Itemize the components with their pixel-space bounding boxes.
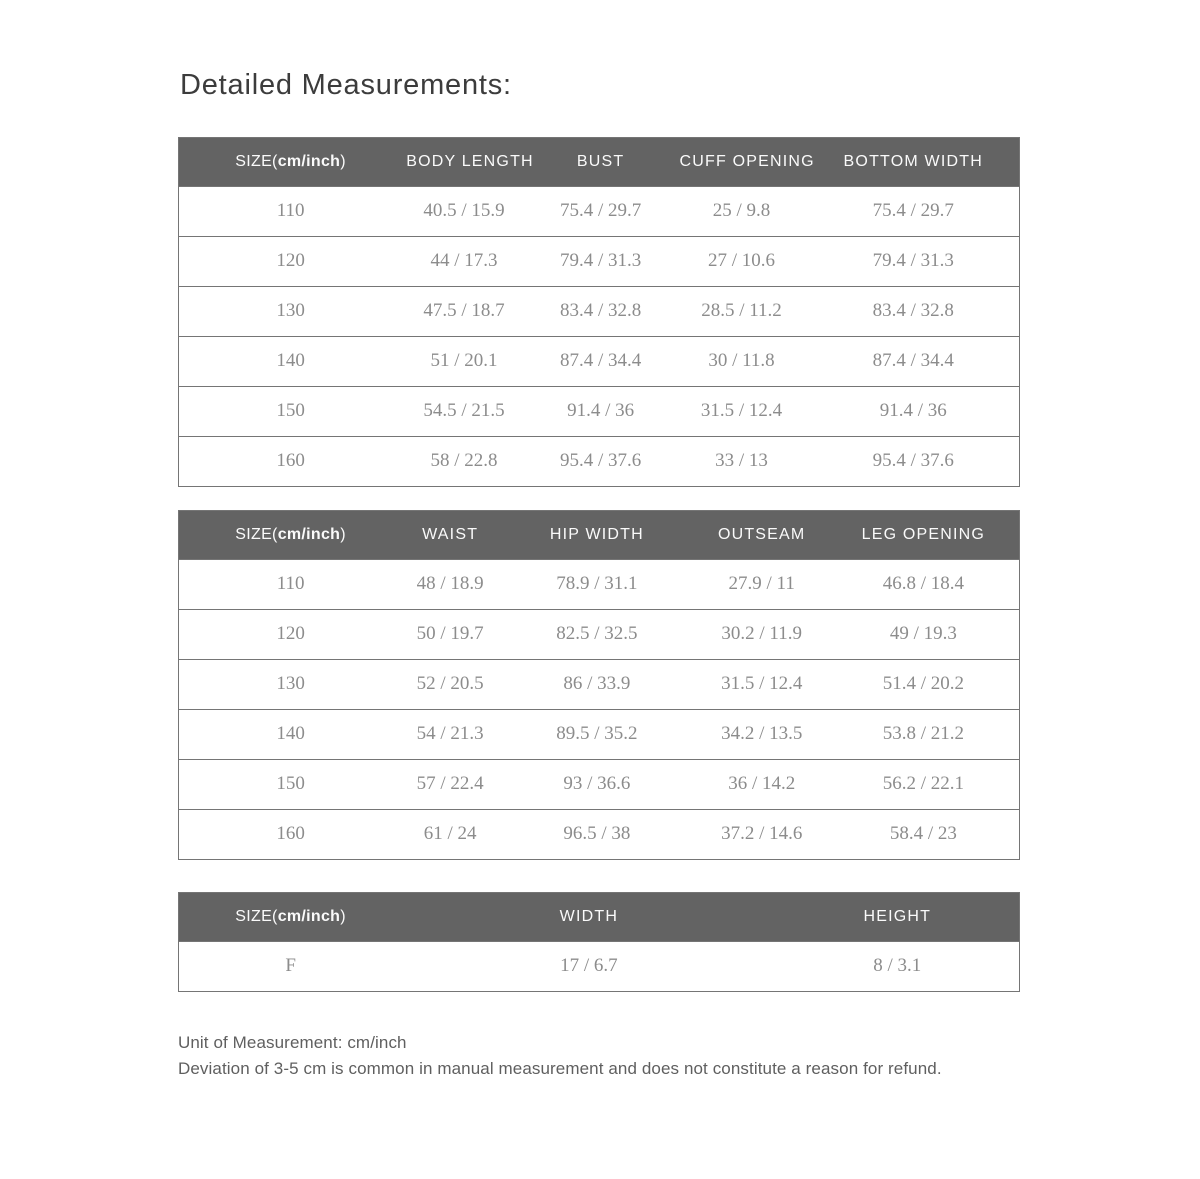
table-row (179, 186, 1020, 236)
size-cell: F (179, 941, 403, 991)
size-cell: 160 (179, 809, 403, 859)
measurement-cell: 31.5 / 12.4 (676, 386, 808, 436)
measurement-cell: 8 / 3.1 (776, 941, 1020, 991)
footnotes (178, 1030, 1020, 1082)
size-cell: 120 (179, 236, 403, 286)
column-header-bottom-width: BOTTOM WIDTH (808, 137, 1020, 186)
table-row (179, 709, 1020, 759)
column-header-hip-width: HIP WIDTH (498, 510, 696, 559)
size-column-header (179, 510, 403, 559)
size-column-header (179, 137, 403, 186)
size-label-suffix: ) (340, 152, 346, 170)
measurement-cell: 87.4 / 34.4 (808, 336, 1020, 386)
table-top-garment (178, 137, 1020, 487)
size-cell: 140 (179, 336, 403, 386)
measurement-cell: 30.2 / 11.9 (696, 609, 828, 659)
size-cell: 120 (179, 609, 403, 659)
measurement-cell: 86 / 33.9 (498, 659, 696, 709)
measurement-cell: 79.4 / 31.3 (526, 236, 676, 286)
header-row (179, 137, 1020, 186)
measurement-cell: 51.4 / 20.2 (828, 659, 1020, 709)
deviation-note: Deviation of 3-5 cm is common in manual measurement and does not constitute a reason for refund. (178, 1058, 942, 1078)
measurement-cell: 93 / 36.6 (498, 759, 696, 809)
measurement-cell: 75.4 / 29.7 (808, 186, 1020, 236)
table-row (179, 286, 1020, 336)
measurement-cell: 52 / 20.5 (402, 659, 498, 709)
measurement-cell: 91.4 / 36 (526, 386, 676, 436)
size-cell: 150 (179, 759, 403, 809)
measurement-cell: 28.5 / 11.2 (676, 286, 808, 336)
column-header-bust: BUST (526, 137, 676, 186)
measurement-cell: 58.4 / 23 (828, 809, 1020, 859)
table-row (179, 559, 1020, 609)
measurement-cell: 91.4 / 36 (808, 386, 1020, 436)
size-cell: 150 (179, 386, 403, 436)
size-cell: 110 (179, 186, 403, 236)
measurement-cell: 30 / 11.8 (676, 336, 808, 386)
measurement-cell: 27 / 10.6 (676, 236, 808, 286)
size-cell: 130 (179, 286, 403, 336)
table-row (179, 809, 1020, 859)
column-header-waist: WAIST (402, 510, 498, 559)
table-accessory (178, 892, 1020, 992)
size-label-prefix: SIZE( (235, 907, 278, 925)
table-row (179, 436, 1020, 486)
measurement-cell: 75.4 / 29.7 (526, 186, 676, 236)
size-cell: 140 (179, 709, 403, 759)
measurement-cell: 33 / 13 (676, 436, 808, 486)
measurement-sheet (178, 0, 1020, 1082)
column-header-body-length: BODY LENGTH (402, 137, 526, 186)
measurement-cell: 96.5 / 38 (498, 809, 696, 859)
page-title: Detailed Measurements: (180, 69, 512, 101)
size-cell: 110 (179, 559, 403, 609)
measurement-cell: 40.5 / 15.9 (402, 186, 526, 236)
measurement-cell: 83.4 / 32.8 (526, 286, 676, 336)
size-label-unit: cm/inch (277, 907, 341, 925)
measurement-cell: 51 / 20.1 (402, 336, 526, 386)
measurement-cell: 17 / 6.7 (402, 941, 775, 991)
measurement-cell: 87.4 / 34.4 (526, 336, 676, 386)
measurement-cell: 46.8 / 18.4 (828, 559, 1020, 609)
size-cell: 130 (179, 659, 403, 709)
measurement-cell: 58 / 22.8 (402, 436, 526, 486)
table-row (179, 609, 1020, 659)
column-header-width: WIDTH (402, 892, 775, 941)
measurement-cell: 50 / 19.7 (402, 609, 498, 659)
measurement-cell: 47.5 / 18.7 (402, 286, 526, 336)
column-header-height: HEIGHT (776, 892, 1020, 941)
measurement-cell: 27.9 / 11 (696, 559, 828, 609)
measurement-cell: 79.4 / 31.3 (808, 236, 1020, 286)
measurement-cell: 44 / 17.3 (402, 236, 526, 286)
measurement-cell: 78.9 / 31.1 (498, 559, 696, 609)
measurement-cell: 54.5 / 21.5 (402, 386, 526, 436)
unit-note: Unit of Measurement: cm/inch (178, 1032, 407, 1052)
size-label-suffix: ) (340, 907, 346, 925)
measurement-cell: 49 / 19.3 (828, 609, 1020, 659)
size-label-suffix: ) (340, 525, 346, 543)
table-row (179, 236, 1020, 286)
size-label-prefix: SIZE( (235, 152, 278, 170)
column-header-cuff-opening: CUFF OPENING (676, 137, 808, 186)
size-label-prefix: SIZE( (235, 525, 278, 543)
table-bottom-garment (178, 510, 1020, 860)
measurement-cell: 31.5 / 12.4 (696, 659, 828, 709)
measurement-cell: 36 / 14.2 (696, 759, 828, 809)
table-row (179, 336, 1020, 386)
measurement-cell: 95.4 / 37.6 (808, 436, 1020, 486)
measurement-cell: 53.8 / 21.2 (828, 709, 1020, 759)
size-label-unit: cm/inch (277, 152, 341, 170)
measurement-cell: 61 / 24 (402, 809, 498, 859)
table-row (179, 941, 1020, 991)
measurement-cell: 34.2 / 13.5 (696, 709, 828, 759)
column-header-outseam: OUTSEAM (696, 510, 828, 559)
size-cell: 160 (179, 436, 403, 486)
measurement-cell: 48 / 18.9 (402, 559, 498, 609)
measurement-cell: 57 / 22.4 (402, 759, 498, 809)
table-row (179, 659, 1020, 709)
measurement-cell: 89.5 / 35.2 (498, 709, 696, 759)
column-header-leg-opening: LEG OPENING (828, 510, 1020, 559)
measurement-cell: 54 / 21.3 (402, 709, 498, 759)
measurement-cell: 82.5 / 32.5 (498, 609, 696, 659)
measurement-cell: 37.2 / 14.6 (696, 809, 828, 859)
table-row (179, 386, 1020, 436)
table-row (179, 759, 1020, 809)
measurement-cell: 95.4 / 37.6 (526, 436, 676, 486)
measurement-cell: 25 / 9.8 (676, 186, 808, 236)
measurement-cell: 56.2 / 22.1 (828, 759, 1020, 809)
measurement-cell: 83.4 / 32.8 (808, 286, 1020, 336)
size-label-unit: cm/inch (277, 525, 341, 543)
header-row (179, 892, 1020, 941)
header-row (179, 510, 1020, 559)
size-column-header (179, 892, 403, 941)
